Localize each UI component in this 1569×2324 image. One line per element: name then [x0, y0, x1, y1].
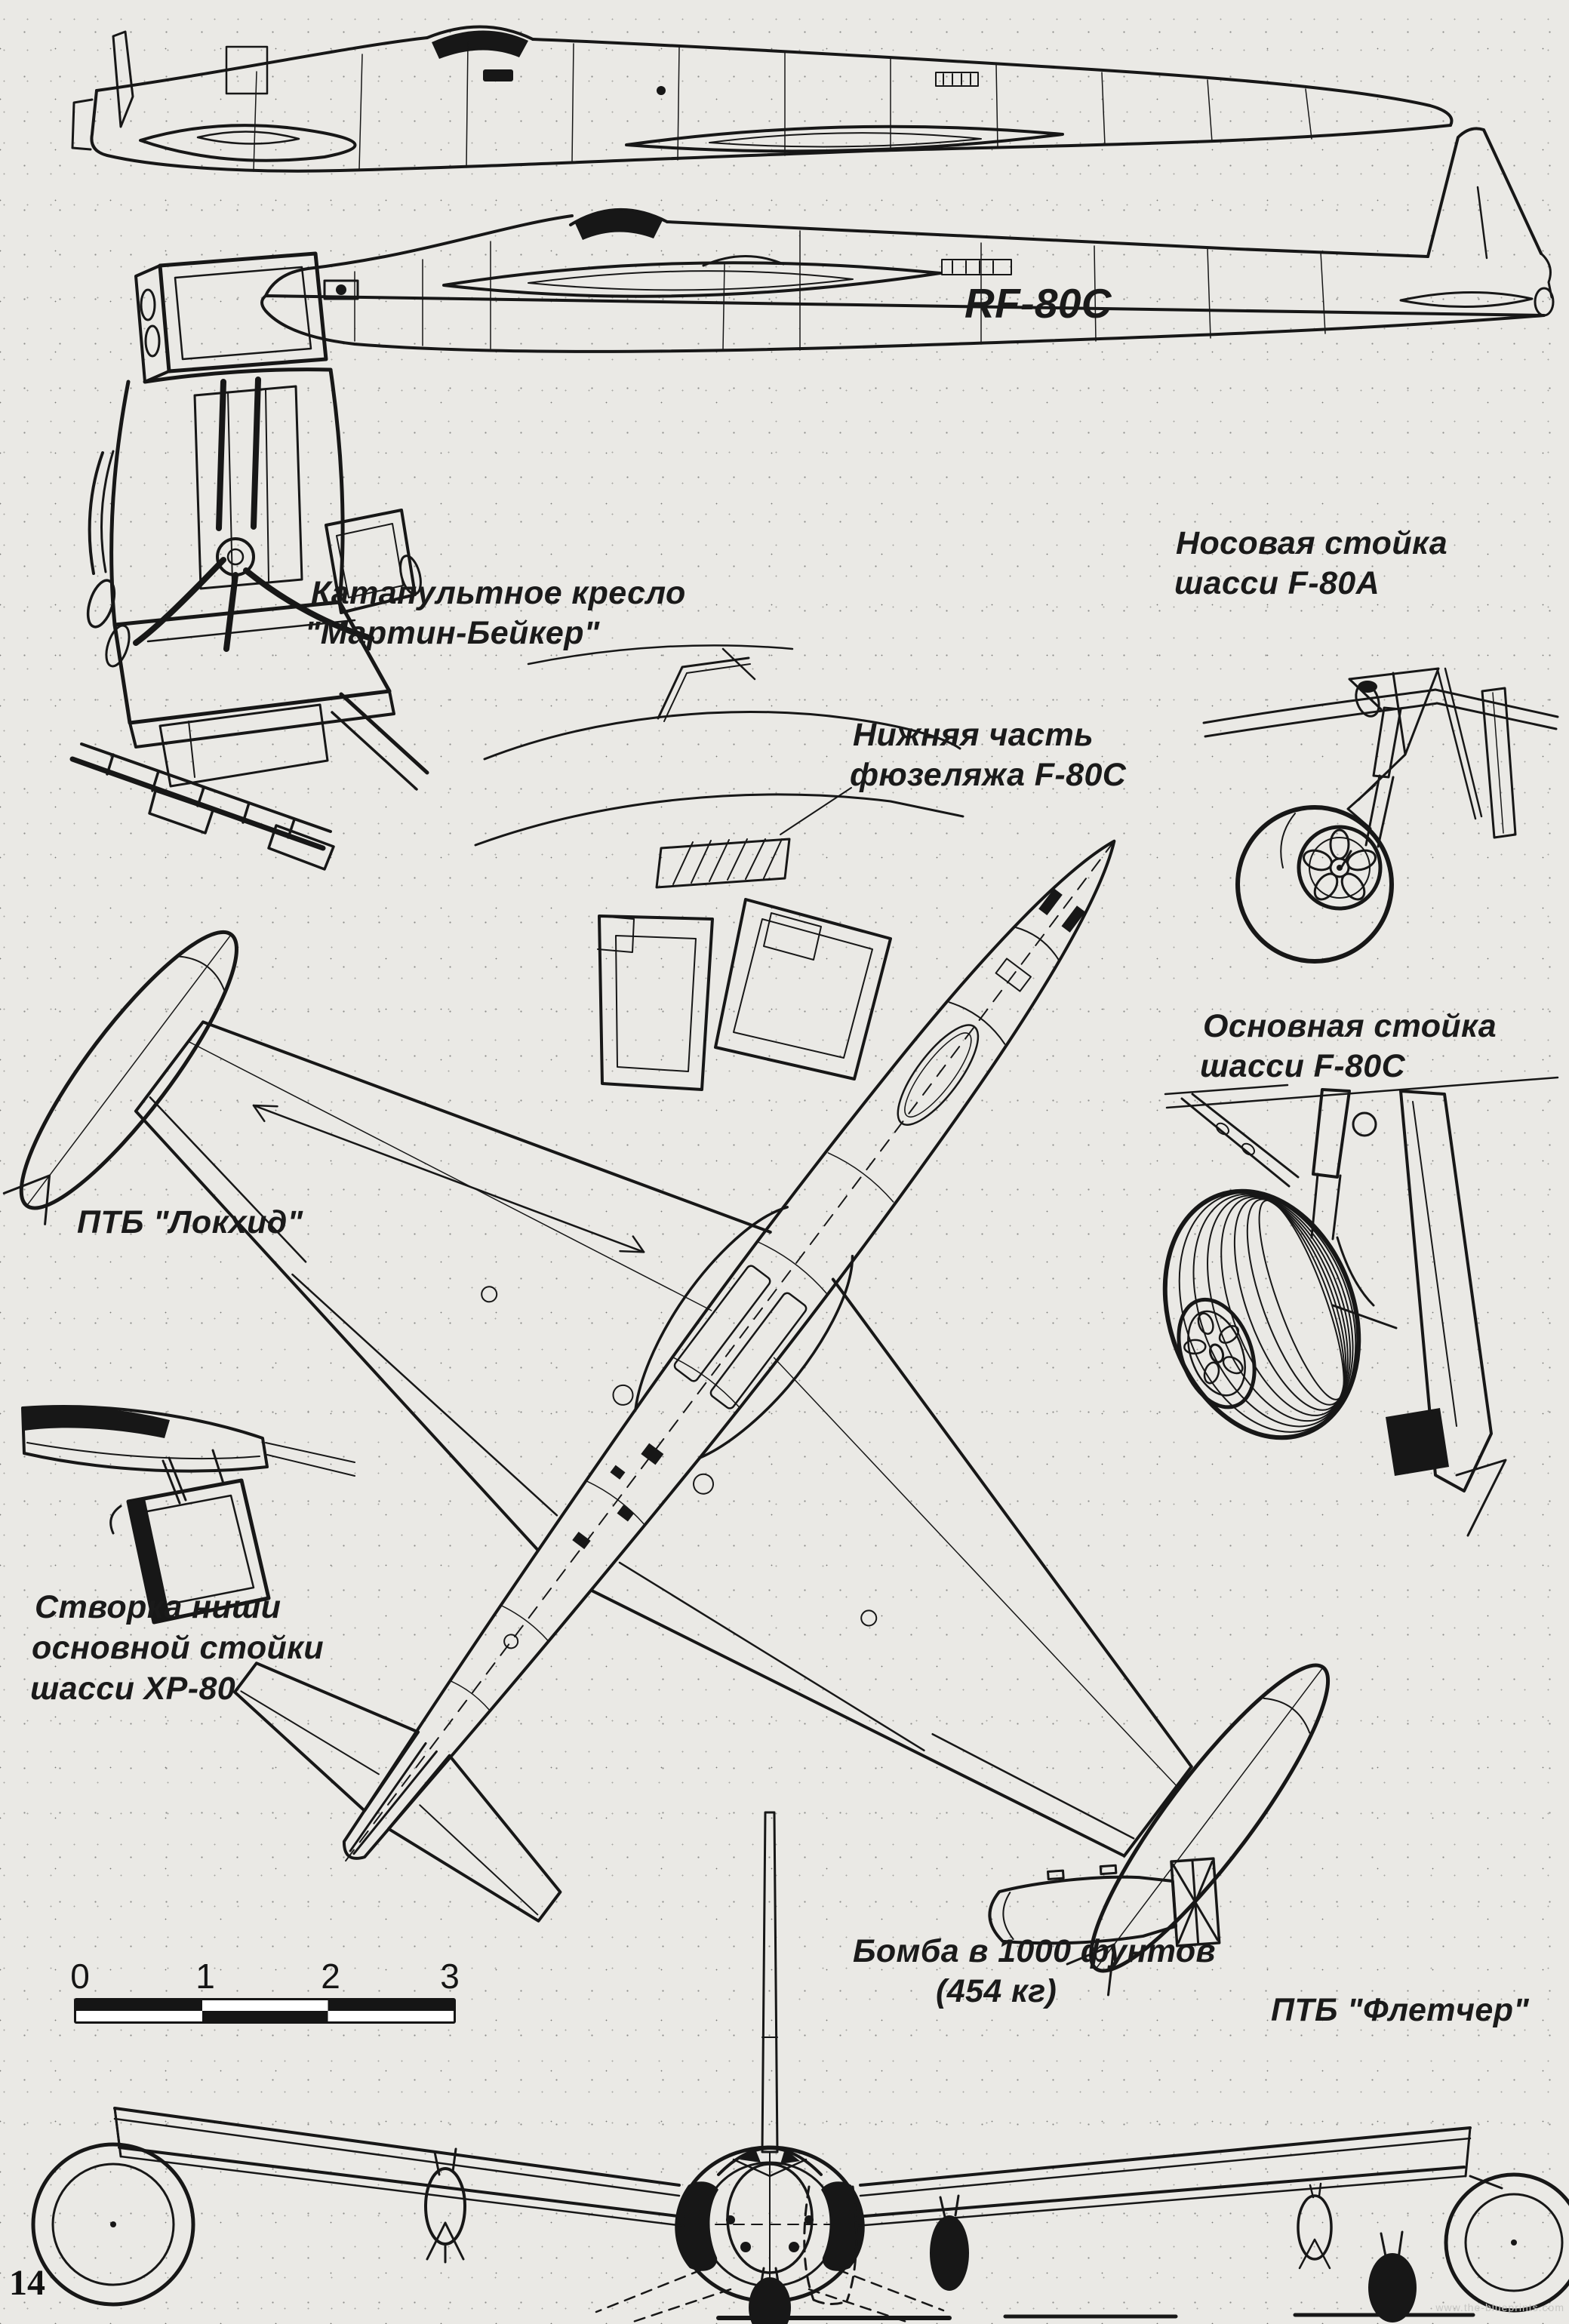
label-nose-gear-line2: шасси F-80A [1174, 565, 1380, 601]
title-rf80c: RF-80C [964, 280, 1112, 327]
label-nose-gear-line1: Носовая стойка [1176, 525, 1448, 561]
scale-tick-0: 0 [70, 1957, 90, 1996]
nose-gear-drawing [1204, 669, 1558, 961]
label-ejection-seat-line2: "Мартин-Бейкер" [305, 615, 600, 651]
label-ejection-seat-line1: Катапультное кресло [311, 575, 686, 611]
main-gear-drawing [1132, 1077, 1558, 1536]
scale-tick-2: 2 [321, 1957, 340, 1996]
label-lower-fuselage-line1: Нижняя часть [853, 717, 1094, 753]
side-view-bottom [262, 128, 1553, 352]
scale-bar-row-bottom [76, 2011, 454, 2021]
label-bomb-line2: (454 кг) [936, 1973, 1057, 2009]
label-fletcher-tank: ПТБ "Флетчер" [1271, 1992, 1530, 2028]
lower-fuselage-drawing [475, 645, 963, 1090]
label-bomb-line1: Бомба в 1000 фунтов [853, 1933, 1216, 1969]
label-gear-door-line1: Створка ниши [35, 1589, 281, 1625]
scale-tick-1: 1 [195, 1957, 215, 1996]
scale-tick-3: 3 [440, 1957, 460, 1996]
label-lockheed-tank: ПТБ "Локхид" [77, 1204, 303, 1240]
label-lower-fuselage-line2: фюзеляжа F-80C [850, 757, 1127, 793]
scale-bar-row-top [76, 2000, 454, 2011]
label-main-gear-line1: Основная стойка [1203, 1008, 1497, 1044]
scale-bar-stripes [74, 1998, 456, 2024]
side-view-top [72, 26, 1451, 171]
lockheed-tank-drawing [0, 909, 265, 1234]
front-view-drawing [33, 1812, 1569, 2324]
label-gear-door-line2: основной стойки [32, 1630, 325, 1666]
label-gear-door-line3: шасси XP-80 [30, 1671, 236, 1707]
scale-bar [70, 1956, 460, 2024]
watermark: www.the-blueprints.com [1435, 2301, 1564, 2313]
label-main-gear-line2: шасси F-80C [1200, 1048, 1406, 1084]
page-number: 14 [9, 2263, 45, 2303]
